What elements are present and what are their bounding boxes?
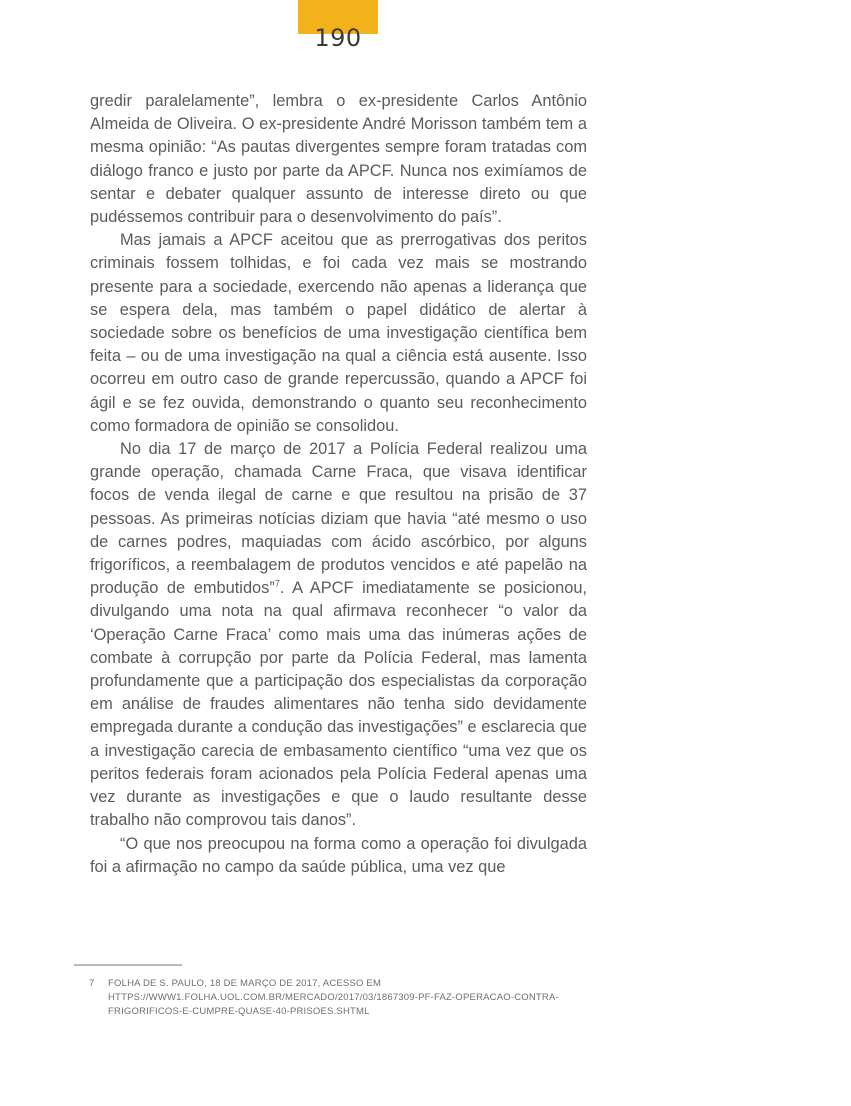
paragraph-3-part-1: No dia 17 de março de 2017 a Polícia Federal realizou uma grande operação, chamada Carne Fraca, que visava identificar focos de venda ilegal de carne e que resultou na prisão de 37 pessoas. As primeiras notícias diziam que havia “até mesmo o uso de carnes podres, maquiadas com ácido ascórbico, por alguns frigoríficos, a reembalagem de produtos vencidos e até papelão na produção de embutidos” (90, 440, 587, 598)
page-number: 190 (314, 24, 362, 52)
footnote (90, 977, 570, 1019)
paragraph-1: gredir paralelamente”, lembra o ex-presidente Carlos Antônio Almeida de Oliveira. O ex-presidente André Morisson também tem a mesma opinião: “As pautas divergentes sempre foram tratadas com diálogo franco e justo por parte da APCF. Nunca nos eximíamos de sentar e debater qualquer assunto de interesse direto ou que pudéssemos contribuir para o desenvolvimento do país”. (90, 92, 587, 227)
footnote-divider (74, 964, 182, 966)
footnote-text: FOLHA DE S. PAULO, 18 DE MARÇO DE 2017, ACESSO EM HTTPS://WWW1.FOLHA.UOL.COM.BR/MERCADO/2017/03/1867309-PF-FAZ-OPERACAO-CONTRA-FRIGORIFICOS-E-CUMPRE-QUASE-40-PRISOES.SHTML (108, 978, 559, 1017)
paragraph-2: Mas jamais a APCF aceitou que as prerrogativas dos peritos criminais fossem tolhidas, e foi cada vez mais se mostrando presente para a sociedade, exercendo não apenas a liderança que se espera dela, mas também o papel didático de alertar à sociedade sobre os benefícios de uma investigação científica bem feita – ou de uma investigação na qual a ciência está ausente. Isso ocorreu em outro caso de grande repercussão, quando a APCF foi ágil e se fez ouvida, demonstrando o quanto seu reconhecimento como formadora de opinião se consolidou. (90, 231, 587, 435)
paragraph-3 (90, 438, 587, 832)
body-text (90, 90, 587, 879)
paragraph-4: “O que nos preocupou na forma como a operação foi divulgada foi a afirmação no campo da saúde pública, uma vez que (90, 834, 587, 876)
footnote-number: 7 (89, 978, 95, 989)
footnote-reference[interactable]: 7 (274, 578, 280, 589)
paragraph-3-part-2: . A APCF imediatamente se posicionou, divulgando uma nota na qual afirmava reconhecer “o valor da ‘Operação Carne Fraca’ como mais uma das inúmeras ações de combate à corrupção por parte da Polícia Federal, mas lamenta profundamente que a participação dos especialistas da corporação em análise de fraudes alimentares não tenha sido devidamente empregada durante a condução das investigações” e esclarecia que a investigação carecia de embasamento científico “uma vez que os peritos federais foram acionados pela Polícia Federal apenas uma vez durante as investigações e que o laudo resultante desse trabalho não comprovou tais danos”. (90, 579, 587, 830)
